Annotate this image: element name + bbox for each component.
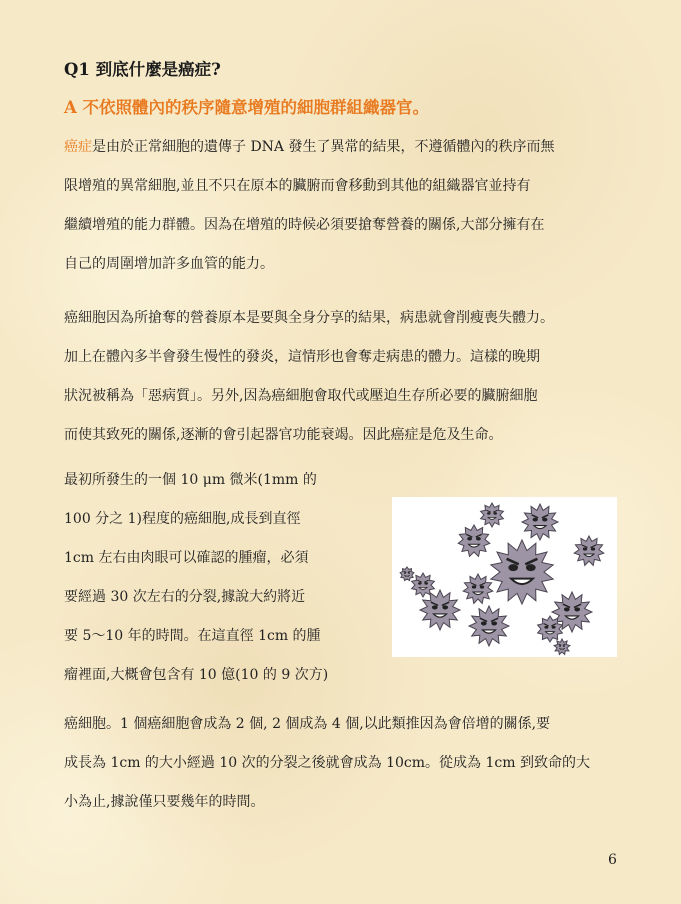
answer-heading: A 不依照體內的秩序隨意增殖的細胞群組織器官。 [64,98,430,117]
paragraph-doubling [64,705,634,822]
paragraph-line: 1cm 左右由肉眼可以確認的腫瘤，必須 [64,550,309,566]
paragraph-line: 自己的周圍增加許多血管的能力。 [64,256,274,272]
cancer-cell-icon [458,525,490,556]
cancer-cell-icon [491,540,553,604]
paragraph-line: 最初所發生的一個 10 μm 微米(1mm 的 [64,472,317,488]
paragraph-line: 繼續增殖的能力群體。因為在增殖的時候必須要搶奪營養的關係,大部分擁有在 [64,217,545,233]
page-number: 6 [608,852,617,868]
cancer-cell-icon [522,504,558,540]
cancer-cell-icon [554,639,570,655]
question-heading: Q1 到底什麼是癌症? [64,60,221,79]
paragraph-cachexia [64,299,634,455]
cancer-cell-icon [469,606,509,646]
cancer-cell-icon [481,503,504,527]
cancer-cell-icon [574,536,604,565]
cancer-cell-icon [400,567,414,581]
paragraph-line: 小為止,據說僅只要幾年的時間。 [64,794,265,810]
cancer-cells-svg [392,497,617,657]
paragraph-line: 狀況被稱為「惡病質」。另外,因為癌細胞會取代或壓迫生存所必要的臟腑細胞 [64,388,538,404]
highlight-term: 癌症 [64,139,92,155]
paragraph-line: 癌細胞因為所搶奪的營養原本是要與全身分享的結果，病患就會削瘦喪失體力。 [64,310,554,326]
paragraph-line: 而使其致死的關係,逐漸的會引起器官功能衰竭。因此癌症是危及生命。 [64,427,503,443]
paragraph-line: 限增殖的異常細胞,並且不只在原本的臟腑而會移動到其他的組織器官並持有 [64,178,531,194]
cancer-cell-icon [420,590,460,630]
paragraph-line: 100 分之 1)程度的癌細胞,成長到直徑 [64,511,301,527]
paragraph-line: 癌症是由於正常細胞的遺傳子 DNA 發生了異常的結果，不遵循體內的秩序而無 [64,139,555,155]
paragraph-definition [64,128,634,284]
paragraph-line: 要 5～10 年的時間。在這直徑 1cm 的腫 [64,628,321,644]
paragraph-line: 要經過 30 次左右的分裂,據說大約將近 [64,589,306,605]
paragraph-line: 加上在體內多半會發生慢性的發炎，這情形也會奪走病患的體力。這樣的晚期 [64,349,540,365]
paragraph-line: 成長為 1cm 的大小經過 10 次的分裂之後就會成為 10cm。從成為 1cm 到致命的大 [64,755,590,771]
cancer-cell-icon [463,574,493,603]
cancer-cells-illustration-icon [392,497,617,657]
paragraph-line: 癌細胞。1 個癌細胞會成為 2 個, 2 個成為 4 個,以此類推因為會倍增的關係,要 [64,716,551,732]
paragraph-line: 瘤裡面,大概會包含有 10 億(10 的 9 次方) [64,667,329,683]
